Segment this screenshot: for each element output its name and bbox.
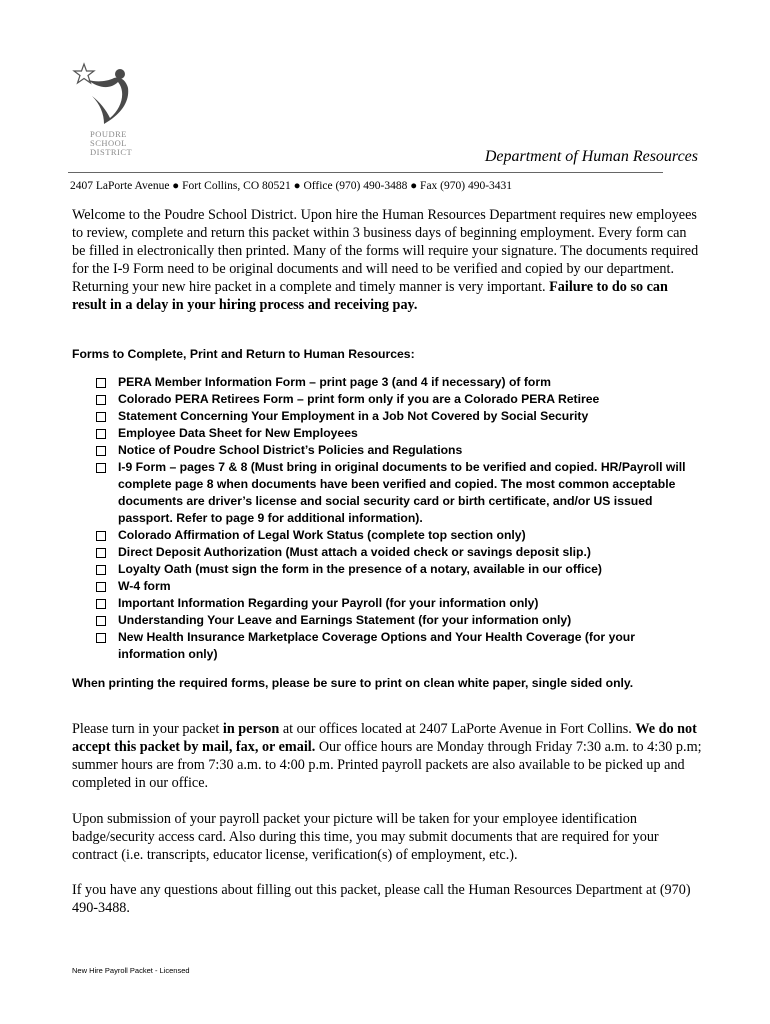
checkbox-icon[interactable] xyxy=(96,429,106,439)
figure-swoosh xyxy=(88,77,128,124)
logo-wordmark: POUDRE SCHOOL DISTRICT xyxy=(90,129,133,157)
checklist-item: Statement Concerning Your Employment in a Job Not Covered by Social Security xyxy=(94,408,704,425)
checkbox-icon[interactable] xyxy=(96,616,106,626)
checklist-item: Employee Data Sheet for New Employees xyxy=(94,425,704,442)
forms-heading: Forms to Complete, Print and Return to Human Resources: xyxy=(72,347,415,361)
forms-checklist xyxy=(94,374,704,663)
star-icon xyxy=(74,64,94,83)
checklist-item: Colorado PERA Retirees Form – print form only if you are a Colorado PERA Retiree xyxy=(94,391,704,408)
checklist-item: PERA Member Information Form – print page 3 (and 4 if necessary) of form xyxy=(94,374,704,391)
intro-text: Welcome to the Poudre School District. Upon hire the Human Resources Department requires new employees to review, complete and return this packet within 3 business days of beginning employment. Every form can be filled in electronically then printed. Many of the forms will require your signature. The documents required for the I-9 Form need to be original documents and will need to be verified and copied by our department. Returning your new hire packet in a complete and timely manner is very important. xyxy=(72,207,699,295)
checklist-item: W-4 form xyxy=(94,578,704,595)
intro-paragraph xyxy=(72,206,702,314)
figure-head xyxy=(115,69,125,79)
turn-in-paragraph: Please turn in your packet in person at our offices located at 2407 LaPorte Avenue in Fort Collins. We do not accept this packet by mail, fax, or email. Our office hours are Monday through Friday 7:30 a.m. to 4:30 p.m; summer hours are from 7:30 a.m. to 4:00 p.m. Printed payroll packets are also available to be picked up and completed in our office. xyxy=(72,721,702,791)
checkbox-icon[interactable] xyxy=(96,582,106,592)
questions-paragraph: If you have any questions about filling out this packet, please call the Human Resources Department at (970) 490-3488. xyxy=(72,882,691,916)
checkbox-icon[interactable] xyxy=(96,446,106,456)
checkbox-icon[interactable] xyxy=(96,463,106,473)
checklist-item: Loyalty Oath (must sign the form in the presence of a notary, available in our office) xyxy=(94,561,704,578)
checklist-item: Understanding Your Leave and Earnings Statement (for your information only) xyxy=(94,612,704,629)
checkbox-icon[interactable] xyxy=(96,531,106,541)
print-instructions: When printing the required forms, please be sure to print on clean white paper, single sided only. xyxy=(72,676,634,690)
header-divider xyxy=(68,172,663,173)
page-footer: New Hire Payroll Packet - Licensed xyxy=(72,966,190,975)
checklist-item: I-9 Form – pages 7 & 8 (Must bring in original documents to be verified and copied. HR/Payroll will complete page 8 when documents have been verified and copied. The most common acceptable documents are driver’s license and social security card or birth certificate, and/or US issued passport. Refer to page 9 for additional information). xyxy=(94,459,704,527)
checklist-item: Important Information Regarding your Payroll (for your information only) xyxy=(94,595,704,612)
checkbox-icon[interactable] xyxy=(96,378,106,388)
checklist-item: Direct Deposit Authorization (Must attach a voided check or savings deposit slip.) xyxy=(94,544,704,561)
checklist-item: Colorado Affirmation of Legal Work Status (complete top section only) xyxy=(94,527,704,544)
checklist-item: New Health Insurance Marketplace Coverage Options and Your Health Coverage (for your information only) xyxy=(94,629,704,663)
checkbox-icon[interactable] xyxy=(96,565,106,575)
checklist-item: Notice of Poudre School District’s Policies and Regulations xyxy=(94,442,704,459)
submission-paragraph: Upon submission of your payroll packet your picture will be taken for your employee identification badge/security access card. Also during this time, you may submit documents that are required for your contract (i.e. transcripts, educator license, verification(s) of employment, etc.). xyxy=(72,811,659,863)
intro-warning: Failure to do so can result in a delay in your hiring process and receiving pay. xyxy=(72,279,668,313)
checkbox-icon[interactable] xyxy=(96,412,106,422)
checkbox-icon[interactable] xyxy=(96,548,106,558)
checkbox-icon[interactable] xyxy=(96,599,106,609)
contact-address: 2407 LaPorte Avenue ● Fort Collins, CO 80521 ● Office (970) 490-3488 ● Fax (970) 490-3431 xyxy=(70,180,513,192)
checkbox-icon[interactable] xyxy=(96,633,106,643)
checkbox-icon[interactable] xyxy=(96,395,106,405)
department-title: Department of Human Resources xyxy=(484,148,698,165)
